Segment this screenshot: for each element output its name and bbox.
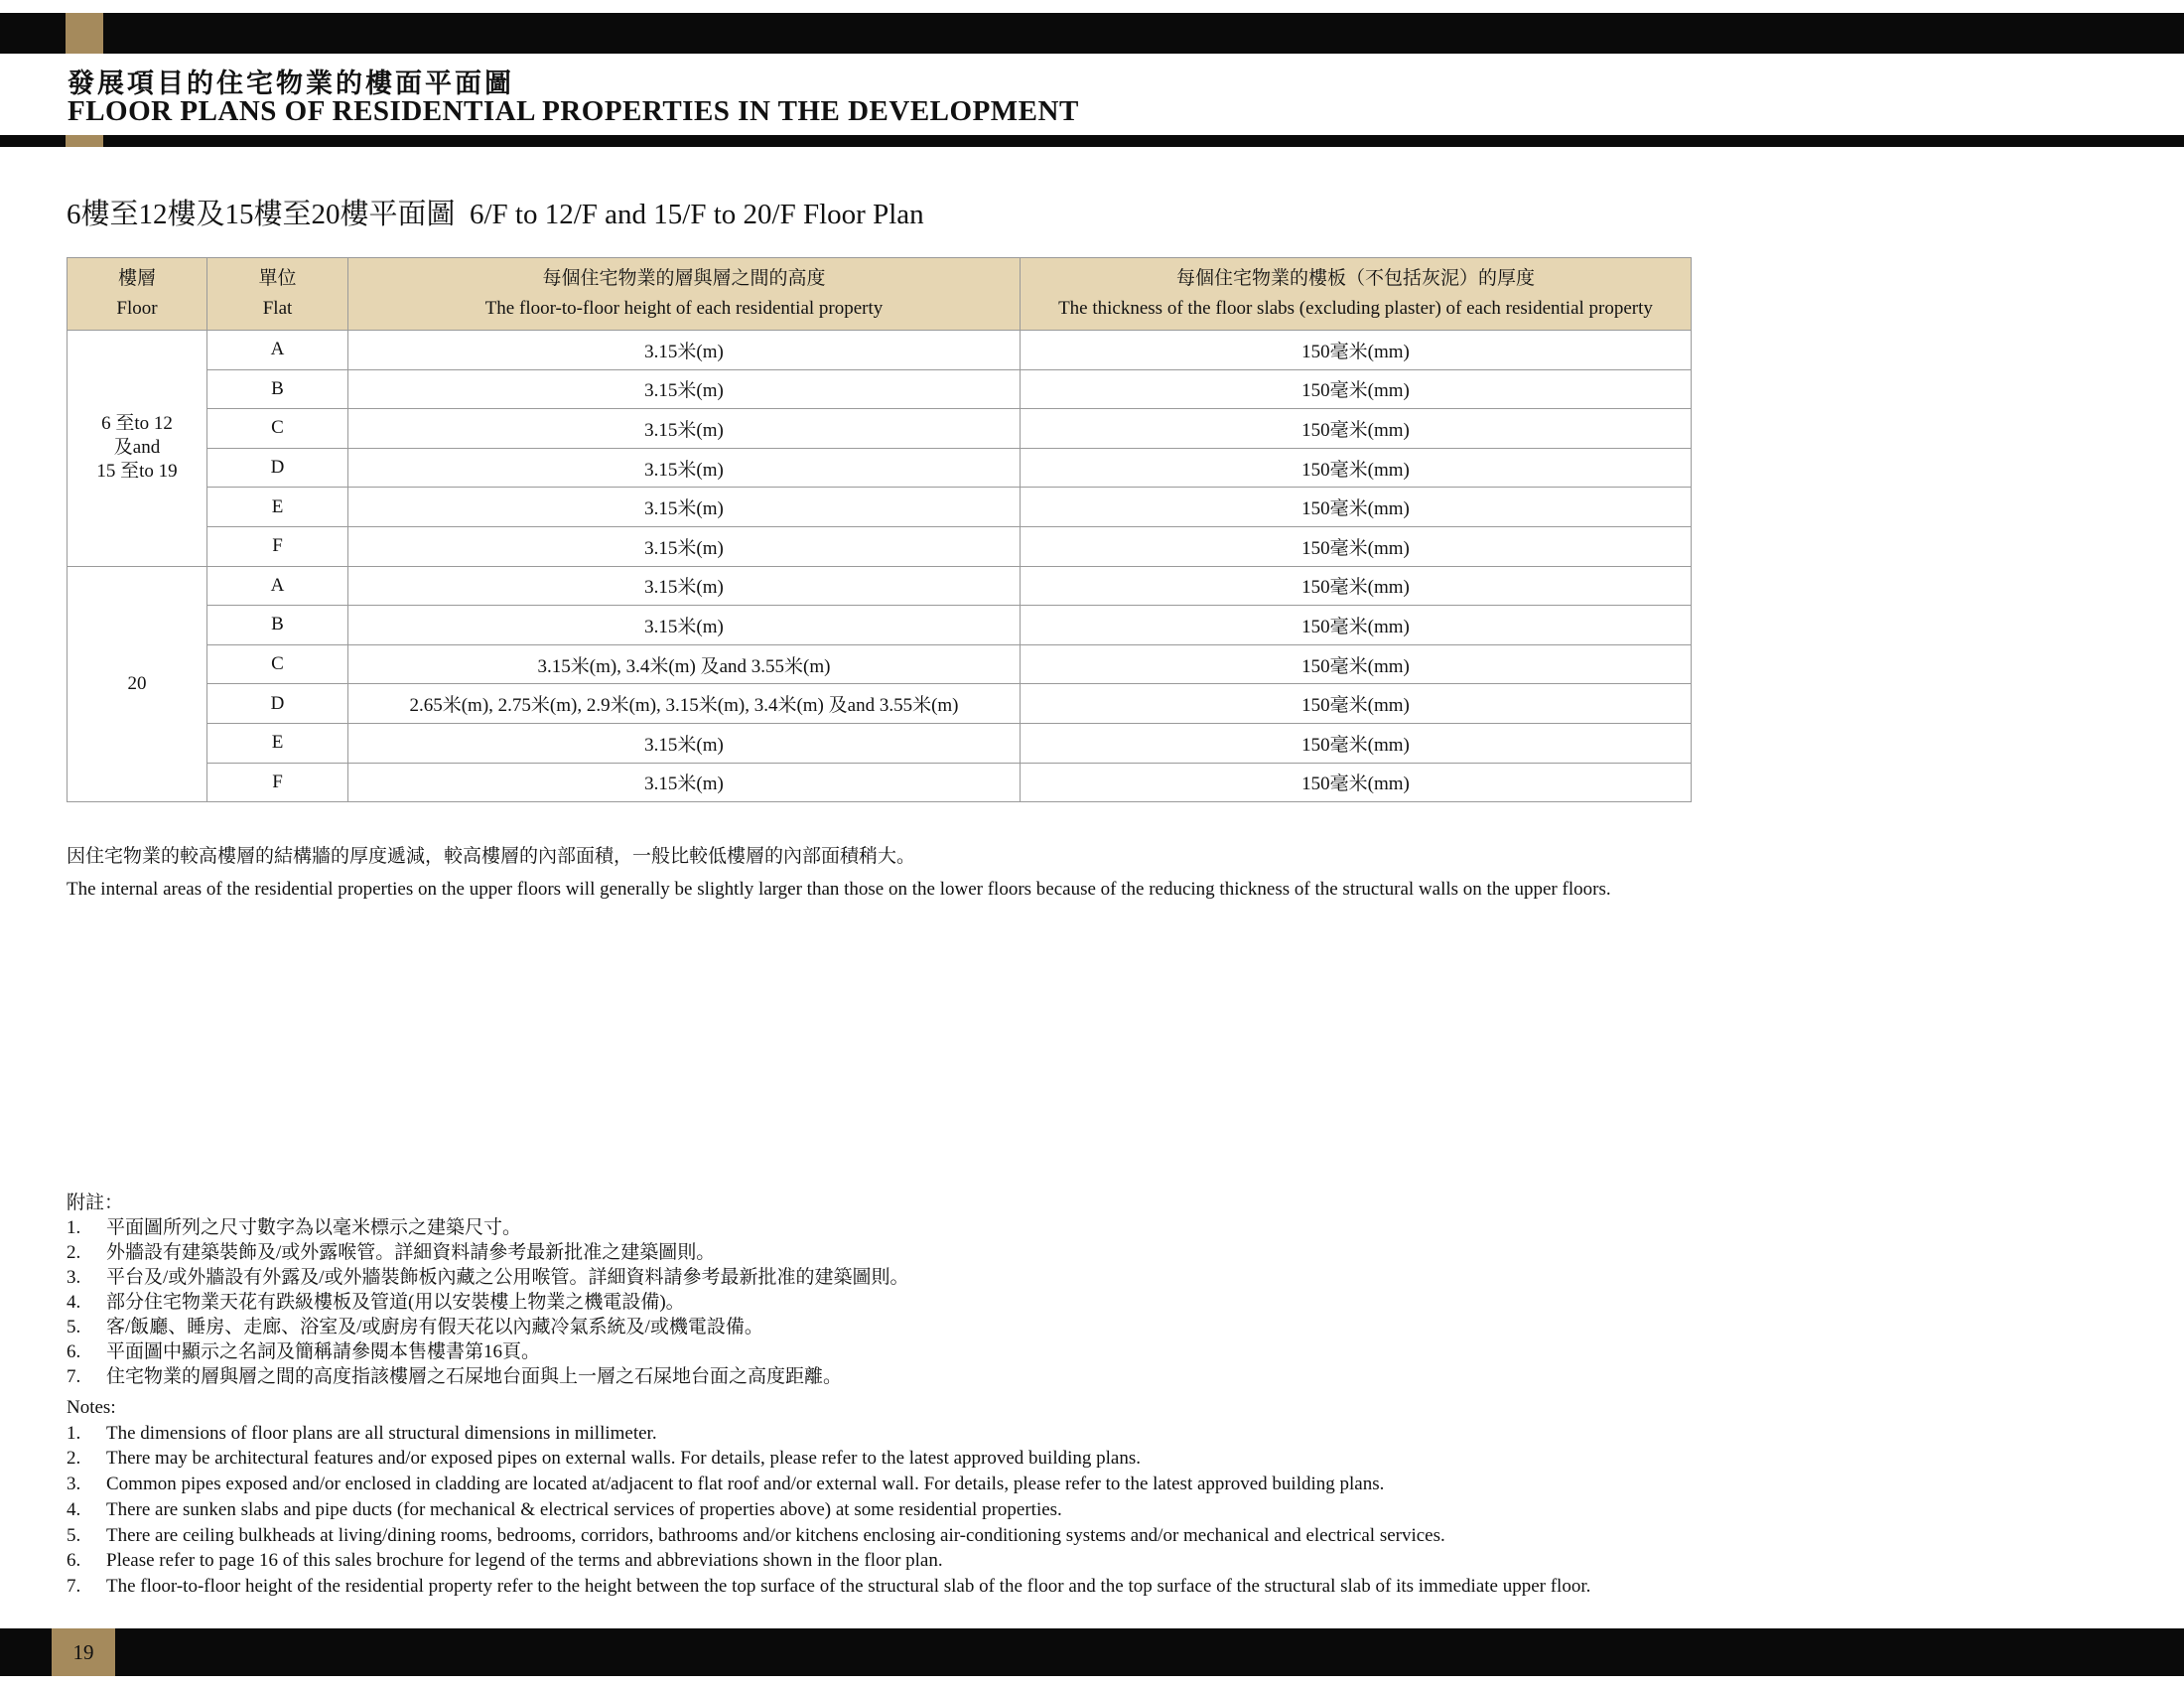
table-row bbox=[68, 723, 1692, 763]
header-height bbox=[348, 258, 1021, 331]
flat-cell: B bbox=[207, 606, 348, 645]
flat-cell: F bbox=[207, 763, 348, 802]
note-text: Common pipes exposed and/or enclosed in cladding are located at/adjacent to flat roof and/or external wall. For details, please refer to the latest approved building plans. bbox=[106, 1474, 1385, 1495]
thickness-cell: 150毫米(mm) bbox=[1021, 566, 1692, 606]
note-number: 4. bbox=[67, 1498, 81, 1520]
height-cell: 3.15米(m) bbox=[348, 566, 1021, 606]
header-title-en: FLOOR PLANS OF RESIDENTIAL PROPERTIES IN THE DEVELOPMENT bbox=[68, 95, 1079, 127]
header-thickness-zh: 每個住宅物業的樓板（不包括灰泥）的厚度 bbox=[1175, 268, 1535, 289]
thickness-cell: 150毫米(mm) bbox=[1021, 606, 1692, 645]
note-number: 2. bbox=[67, 1242, 81, 1263]
remark-zh: 因住宅物業的較高樓層的結構牆的厚度遞減，較高樓層的內部面積，一般比較低樓層的內部面積稍大。 bbox=[67, 846, 916, 867]
header-floor-en: Floor bbox=[116, 298, 158, 319]
remark-en: The internal areas of the residential properties on the upper floors will generally be slightly larger than those on the lower floors because of the reducing thickness of the structural walls on the upper floors. bbox=[67, 879, 1611, 900]
height-cell: 3.15米(m) bbox=[348, 526, 1021, 566]
note-text: 部分住宅物業天花有跌級樓板及管道(用以安裝樓上物業之機電設備)。 bbox=[106, 1292, 685, 1313]
table-row bbox=[68, 763, 1692, 802]
thickness-cell: 150毫米(mm) bbox=[1021, 369, 1692, 409]
note-text: 平面圖中顯示之名詞及簡稱請參閱本售樓書第16頁。 bbox=[106, 1341, 541, 1362]
note-number: 1. bbox=[67, 1217, 81, 1238]
floor-cell-group-1 bbox=[68, 331, 207, 567]
table-row bbox=[68, 684, 1692, 724]
note-item bbox=[67, 1548, 1590, 1574]
note-item bbox=[67, 1215, 909, 1240]
floor-label-line: 15 至to 19 bbox=[96, 461, 178, 483]
note-text: 外牆設有建築裝飾及/或外露喉管。詳細資料請參考最新批准之建築圖則。 bbox=[106, 1242, 716, 1263]
note-text: 客/飯廳、睡房、走廊、浴室及/或廚房有假天花以內藏冷氣系統及/或機電設備。 bbox=[106, 1317, 763, 1337]
thickness-cell: 150毫米(mm) bbox=[1021, 331, 1692, 370]
table-header-row bbox=[68, 258, 1692, 331]
note-text: The dimensions of floor plans are all structural dimensions in millimeter. bbox=[106, 1422, 657, 1444]
note-item bbox=[67, 1290, 909, 1315]
flat-cell: D bbox=[207, 448, 348, 488]
note-number: 7. bbox=[67, 1575, 81, 1597]
note-text: There are sunken slabs and pipe ducts (for mechanical & electrical services of properties above) at some residential properties. bbox=[106, 1498, 1062, 1520]
floor-label-line: 及and bbox=[113, 437, 161, 459]
flat-cell: E bbox=[207, 488, 348, 527]
flat-cell: C bbox=[207, 409, 348, 449]
note-text: 平台及/或外牆設有外露及/或外牆裝飾板內藏之公用喉管。詳細資料請參考最新批准的建築圖則。 bbox=[106, 1267, 909, 1288]
note-item bbox=[67, 1364, 909, 1389]
height-cell: 3.15米(m) bbox=[348, 331, 1021, 370]
height-cell: 3.15米(m) bbox=[348, 606, 1021, 645]
floor-height-table bbox=[67, 257, 1692, 802]
note-text: There are ceiling bulkheads at living/dining rooms, bedrooms, corridors, bathrooms and/or kitchens enclosing air-conditioning systems and/or mechanical and electrical services. bbox=[106, 1524, 1445, 1546]
notes-en bbox=[67, 1395, 1590, 1600]
header-height-zh: 每個住宅物業的層與層之間的高度 bbox=[542, 268, 826, 289]
notes-zh-heading: 附註： bbox=[67, 1193, 124, 1213]
thickness-cell: 150毫米(mm) bbox=[1021, 448, 1692, 488]
note-number: 3. bbox=[67, 1474, 81, 1495]
note-text: 平面圖所列之尺寸數字為以毫米標示之建築尺寸。 bbox=[106, 1217, 522, 1238]
floor-label-line: 6 至to 12 bbox=[101, 413, 173, 435]
note-text: There may be architectural features and/or exposed pipes on external walls. For details, please refer to the latest approved building plans. bbox=[106, 1448, 1141, 1470]
note-item bbox=[67, 1421, 1590, 1447]
table-row bbox=[68, 644, 1692, 684]
thickness-cell: 150毫米(mm) bbox=[1021, 526, 1692, 566]
table-row bbox=[68, 488, 1692, 527]
table-row bbox=[68, 606, 1692, 645]
height-cell: 2.65米(m), 2.75米(m), 2.9米(m), 3.15米(m), 3.4米(m) 及and 3.55米(m) bbox=[348, 684, 1021, 724]
notes-zh bbox=[67, 1191, 909, 1389]
table-row bbox=[68, 526, 1692, 566]
header-title-zh: 發展項目的住宅物業的樓面平面圖 bbox=[68, 69, 514, 98]
note-item bbox=[67, 1339, 909, 1364]
header-floor-zh: 樓層 bbox=[117, 268, 156, 289]
thickness-cell: 150毫米(mm) bbox=[1021, 409, 1692, 449]
floor-cell-group-2: 20 bbox=[68, 566, 207, 802]
header-thickness bbox=[1021, 258, 1692, 331]
flat-cell: A bbox=[207, 331, 348, 370]
header-thickness-en: The thickness of the floor slabs (excluding plaster) of each residential property bbox=[1058, 298, 1653, 319]
note-item bbox=[67, 1240, 909, 1265]
note-item bbox=[67, 1523, 1590, 1549]
plan-title: 6樓至12樓及15樓至20樓平面圖 6/F to 12/F and 15/F to 20/F Floor Plan bbox=[67, 199, 924, 230]
header-floor bbox=[68, 258, 207, 331]
height-cell: 3.15米(m) bbox=[348, 723, 1021, 763]
table-row bbox=[68, 331, 1692, 370]
note-item bbox=[67, 1315, 909, 1339]
height-cell: 3.15米(m) bbox=[348, 448, 1021, 488]
notes-en-heading: Notes: bbox=[67, 1397, 116, 1418]
header-flat-en: Flat bbox=[262, 298, 293, 319]
note-text: The floor-to-floor height of the residential property refer to the height between the top surface of the structural slab of the floor and the top surface of the structural slab of its immediate upper floor. bbox=[106, 1575, 1591, 1597]
header-bottom-bar bbox=[0, 135, 2184, 147]
height-cell: 3.15米(m) bbox=[348, 369, 1021, 409]
flat-cell: B bbox=[207, 369, 348, 409]
page-number: 19 bbox=[72, 1640, 94, 1664]
flat-cell: E bbox=[207, 723, 348, 763]
note-text: Please refer to page 16 of this sales brochure for legend of the terms and abbreviations shown in the floor plan. bbox=[106, 1550, 943, 1572]
note-number: 7. bbox=[67, 1366, 81, 1387]
note-number: 6. bbox=[67, 1550, 81, 1572]
note-text: 住宅物業的層與層之間的高度指該樓層之石屎地台面與上一層之石屎地台面之高度距離。 bbox=[106, 1366, 843, 1387]
height-cell: 3.15米(m) bbox=[348, 488, 1021, 527]
note-number: 1. bbox=[67, 1422, 81, 1444]
note-item bbox=[67, 1446, 1590, 1472]
thickness-cell: 150毫米(mm) bbox=[1021, 684, 1692, 724]
note-item bbox=[67, 1574, 1590, 1600]
note-item bbox=[67, 1497, 1590, 1523]
thickness-cell: 150毫米(mm) bbox=[1021, 644, 1692, 684]
note-number: 5. bbox=[67, 1317, 81, 1337]
header-flat bbox=[207, 258, 348, 331]
header-height-en: The floor-to-floor height of each residential property bbox=[484, 298, 884, 319]
height-cell: 3.15米(m) bbox=[348, 763, 1021, 802]
flat-cell: A bbox=[207, 566, 348, 606]
header-top-bar bbox=[0, 13, 2184, 54]
note-number: 5. bbox=[67, 1524, 81, 1546]
table-row bbox=[68, 369, 1692, 409]
table-row bbox=[68, 448, 1692, 488]
thickness-cell: 150毫米(mm) bbox=[1021, 763, 1692, 802]
note-item bbox=[67, 1472, 1590, 1497]
flat-cell: D bbox=[207, 684, 348, 724]
flat-cell: C bbox=[207, 644, 348, 684]
table-row bbox=[68, 409, 1692, 449]
thickness-cell: 150毫米(mm) bbox=[1021, 488, 1692, 527]
table-row bbox=[68, 566, 1692, 606]
note-number: 2. bbox=[67, 1448, 81, 1470]
note-item bbox=[67, 1265, 909, 1290]
footer-bar bbox=[0, 1628, 2184, 1676]
note-number: 3. bbox=[67, 1267, 81, 1288]
header-flat-zh: 單位 bbox=[258, 268, 297, 289]
height-cell: 3.15米(m), 3.4米(m) 及and 3.55米(m) bbox=[348, 644, 1021, 684]
height-cell: 3.15米(m) bbox=[348, 409, 1021, 449]
thickness-cell: 150毫米(mm) bbox=[1021, 723, 1692, 763]
note-number: 4. bbox=[67, 1292, 81, 1313]
note-number: 6. bbox=[67, 1341, 81, 1362]
flat-cell: F bbox=[207, 526, 348, 566]
